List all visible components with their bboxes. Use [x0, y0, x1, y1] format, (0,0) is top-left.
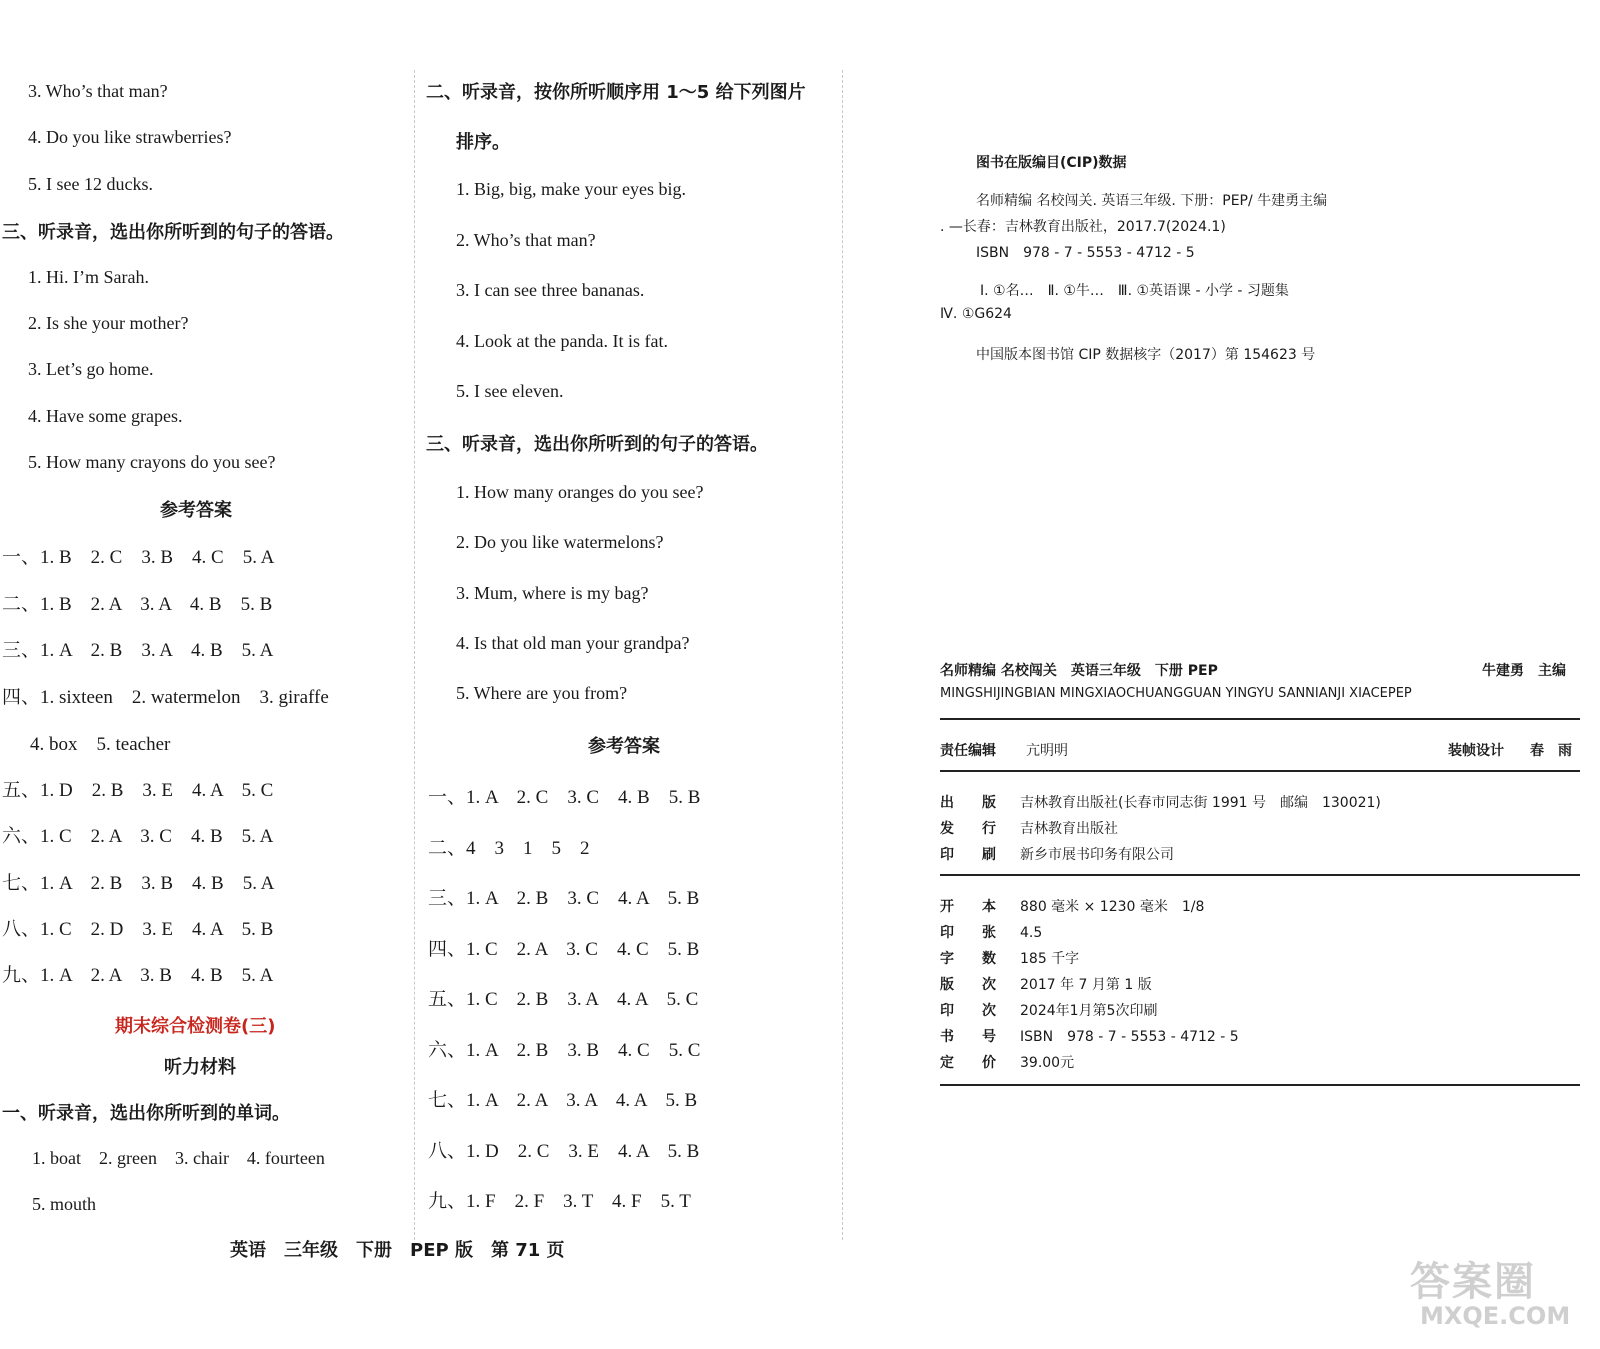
col2-s2-item: 2. Who’s that man? [456, 230, 596, 250]
spec-row [940, 922, 1042, 942]
col1-answer-row: 六、1. C 2. A 3. C 4. B 5. A [2, 826, 274, 847]
spec-label: 印 次 [940, 1003, 996, 1019]
publish-value: 吉林教育出版社 [1020, 821, 1118, 837]
col2-s3-item: 3. Mum, where is my bag? [456, 583, 649, 603]
rule [940, 770, 1580, 772]
spec-row [940, 1026, 1239, 1046]
spec-value: 39.00元 [1020, 1055, 1075, 1071]
col1-answer-row: 九、1. A 2. A 3. B 4. B 5. A [2, 965, 274, 986]
spec-value: 880 毫米 × 1230 毫米 1/8 [1020, 899, 1205, 915]
col2-s3-item: 4. Is that old man your grandpa? [456, 633, 690, 653]
col1-answer-row: 五、1. D 2. B 3. E 4. A 5. C [2, 780, 274, 801]
spec-value: 4.5 [1020, 925, 1043, 941]
col1-answer-row: 一、1. B 2. C 3. B 4. C 5. A [2, 547, 275, 568]
col1-s3-item: 1. Hi. I’m Sarah. [28, 267, 149, 287]
col1-section1-title: 一、听录音，选出你所听到的单词。 [2, 1103, 290, 1124]
spec-value: ISBN 978 - 7 - 5553 - 4712 - 5 [1020, 1029, 1239, 1045]
col1-answer-row: 八、1. C 2. D 3. E 4. A 5. B [2, 919, 274, 940]
spec-row [940, 896, 1204, 916]
cip-number: 中国版本图书馆 CIP 数据核字（2017）第 154623 号 [976, 347, 1316, 363]
col1-answer-row: 三、1. A 2. B 3. A 4. B 5. A [2, 640, 274, 661]
col1-section3-title: 三、听录音，选出你所听到的句子的答语。 [2, 222, 344, 243]
col2-answer-row: 六、1. A 2. B 3. B 4. C 5. C [428, 1040, 701, 1061]
watermark-logo-text: 答案圈 [1410, 1259, 1536, 1305]
publish-label: 发 行 [940, 821, 996, 837]
spec-row [940, 948, 1079, 968]
cip-title: 图书在版编目(CIP)数据 [976, 155, 1127, 171]
col2-s2-item: 4. Look at the panda. It is fat. [456, 331, 668, 351]
col2-section2-title: 二、听录音，按你所听顺序用 1～5 给下列图片 [426, 82, 806, 103]
book-title: 名师精编 名校闯关 英语三年级 下册 PEP [940, 663, 1218, 679]
col2-section2-title-cont: 排序。 [456, 132, 510, 153]
watermark-url: MXQE.COM [1420, 1302, 1571, 1330]
cip-line: Ⅰ. ①名… Ⅱ. ①牛… Ⅲ. ①英语课 - 小学 - 习题集 [980, 283, 1289, 299]
chief-editor: 牛建勇 主编 [1482, 663, 1566, 679]
spec-label: 开 本 [940, 899, 996, 915]
col2-answer-row: 三、1. A 2. B 3. C 4. A 5. B [428, 888, 700, 909]
spec-value: 2017 年 7 月第 1 版 [1020, 977, 1152, 993]
spec-label: 定 价 [940, 1055, 996, 1071]
rule [940, 1084, 1580, 1086]
cip-line: . —长春：吉林教育出版社，2017.7(2024.1) [940, 219, 1226, 235]
col2-answer-row: 二、4 3 1 5 2 [428, 838, 590, 859]
spec-label: 印 张 [940, 925, 996, 941]
rule [940, 874, 1580, 876]
design-label: 装帧设计 [1448, 743, 1504, 759]
spec-value: 2024年1月第5次印刷 [1020, 1003, 1158, 1019]
col1-s3-item: 4. Have some grapes. [28, 406, 183, 426]
col1-s1-line: 5. mouth [32, 1194, 97, 1214]
column-divider [414, 70, 415, 1240]
col2-s3-item: 5. Where are you from? [456, 683, 628, 703]
col1-answers-title: 参考答案 [160, 500, 232, 521]
col1-answer-row: 七、1. A 2. B 3. B 4. B 5. A [2, 873, 275, 894]
col1-s3-item: 5. How many crayons do you see? [28, 452, 276, 472]
spec-label: 书 号 [940, 1029, 996, 1045]
publish-row [940, 792, 1381, 812]
col1-answer-row: 4. box 5. teacher [30, 734, 171, 755]
col2-answer-row: 五、1. C 2. B 3. A 4. A 5. C [428, 989, 699, 1010]
col2-answer-row: 九、1. F 2. F 3. T 4. F 5. T [428, 1191, 691, 1212]
col1-answer-row: 二、1. B 2. A 3. A 4. B 5. B [2, 594, 273, 615]
page-footer: 英语 三年级 下册 PEP 版 第 71 页 [230, 1240, 565, 1261]
spec-row [940, 1052, 1074, 1072]
publish-row [940, 844, 1174, 864]
rule [940, 718, 1580, 720]
editor-name: 亢明明 [1026, 743, 1068, 759]
cip-line: ISBN 978 - 7 - 5553 - 4712 - 5 [976, 245, 1195, 261]
col2-answer-row: 八、1. D 2. C 3. E 4. A 5. B [428, 1141, 700, 1162]
col2-s2-item: 5. I see eleven. [456, 381, 564, 401]
cip-line: 名师精编 名校闯关. 英语三年级. 下册：PEP/ 牛建勇主编 [976, 193, 1328, 209]
book-pinyin: MINGSHIJINGBIAN MINGXIAOCHUANGGUAN YINGYU SANNIANJI XIACEPEP [940, 686, 1412, 701]
cip-line: Ⅳ. ①G624 [940, 306, 1012, 322]
publish-row [940, 818, 1118, 838]
spec-row [940, 1000, 1157, 1020]
publish-label: 出 版 [940, 795, 996, 811]
col2-answers-title: 参考答案 [588, 736, 660, 757]
col1-s3-item: 2. Is she your mother? [28, 313, 189, 333]
publish-label: 印 刷 [940, 847, 996, 863]
col2-section3-title: 三、听录音，选出你所听到的句子的答语。 [426, 434, 768, 455]
col1-item-4: 4. Do you like strawberries? [28, 127, 232, 147]
spec-row [940, 974, 1152, 994]
listening-title: 听力材料 [164, 1057, 236, 1078]
col1-item-5: 5. I see 12 ducks. [28, 174, 153, 194]
col2-s2-item: 3. I can see three bananas. [456, 280, 645, 300]
spec-label: 字 数 [940, 951, 996, 967]
design-name: 春 雨 [1530, 743, 1572, 759]
exam-title: 期末综合检测卷(三) [115, 1016, 276, 1037]
col1-item-3: 3. Who’s that man? [28, 81, 168, 101]
spec-value: 185 千字 [1020, 951, 1080, 967]
editor-label: 责任编辑 [940, 743, 996, 759]
col1-s3-item: 3. Let’s go home. [28, 359, 154, 379]
column-divider [842, 70, 843, 1240]
publish-value: 吉林教育出版社(长春市同志街 1991 号 邮编 130021) [1020, 795, 1381, 811]
col1-answer-row: 四、1. sixteen 2. watermelon 3. giraffe [2, 687, 329, 708]
col2-answer-row: 一、1. A 2. C 3. C 4. B 5. B [428, 787, 701, 808]
col1-s1-line: 1. boat 2. green 3. chair 4. fourteen [32, 1148, 325, 1168]
col2-s2-item: 1. Big, big, make your eyes big. [456, 179, 686, 199]
col2-s3-item: 1. How many oranges do you see? [456, 482, 704, 502]
spec-label: 版 次 [940, 977, 996, 993]
col2-answer-row: 四、1. C 2. A 3. C 4. C 5. B [428, 939, 700, 960]
col2-answer-row: 七、1. A 2. A 3. A 4. A 5. B [428, 1090, 698, 1111]
col2-s3-item: 2. Do you like watermelons? [456, 532, 664, 552]
publish-value: 新乡市展书印务有限公司 [1020, 847, 1174, 863]
